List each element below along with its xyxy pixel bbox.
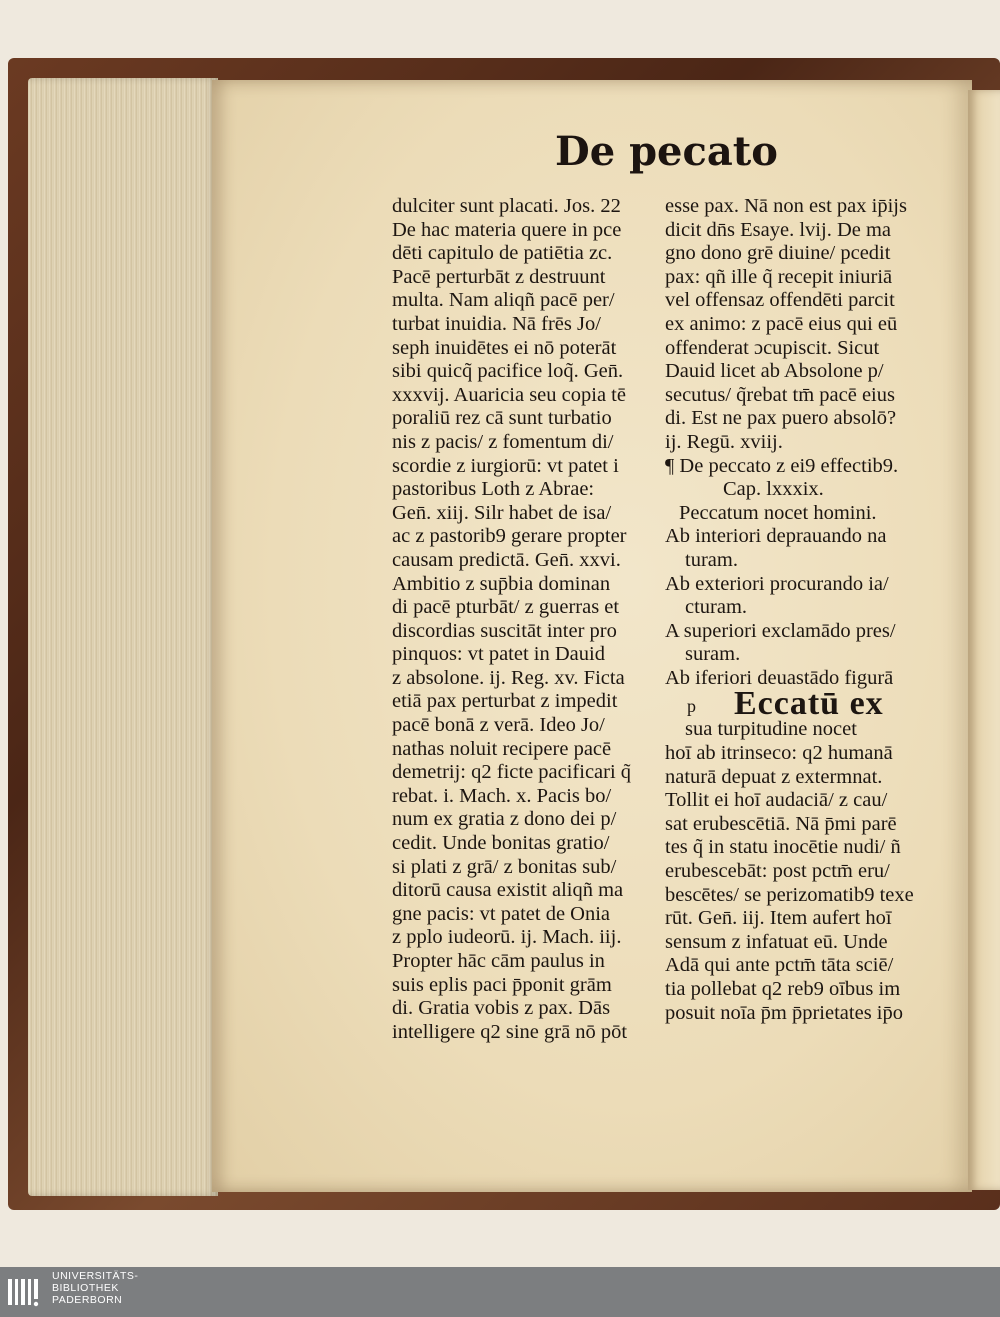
chapter-heading: ¶ De peccato z ei9 effectib9. [665,454,899,477]
text-line: ac z pastorib9 gerare propter [392,525,627,548]
summary-line: Ab exteriori procurando ia/ [665,572,889,595]
text-line: poraliū rez cā sunt turbatio [392,407,612,430]
right-column [665,195,930,1025]
library-footer [0,1267,1000,1317]
text-line: multa. Nam aliqñ pacē per/ [392,289,615,312]
text-line: Gen̄. xiij. Silr habet de isa/ [392,501,612,524]
initial-word: Eccatū ex [734,685,884,723]
text-line: naturā depuat z extermnat. [665,765,883,788]
text-line: rūt. Gen̄. iij. Item aufert hoī [665,907,892,930]
library-logo-icon [8,1275,44,1309]
text-line: pax: qñ ille q̃ recepit iniuriā [665,265,893,288]
text-line: Pacē perturbāt z destruunt [392,265,606,288]
text-line: sensum z infatuat eū. Unde [665,930,888,953]
text-line: rebat. i. Mach. x. Pacis bo/ [392,784,612,807]
text-line: z absolone. ij. Reg. xv. Ficta [392,666,625,689]
left-column [392,195,660,1044]
text-line: di. Gratia vobis z pax. Dās [392,997,611,1020]
text-line: dulciter sunt placati. Jos. 22 [392,195,621,217]
summary-line: turam. [685,548,738,571]
text-line: nathas noluit recipere pacē [392,737,612,760]
summary-line: Ab interiori deprauando na [665,525,887,548]
initial-line [665,685,930,723]
text-line: Tollit ei hoī audaciā/ z cau/ [665,789,888,812]
text-line: offenderat ɔcupiscit. Sicut [665,336,880,359]
text-line: demetrij: q2 ficte pacificari q̃ [392,761,632,784]
text-line: scordie z iurgiorū: vt patet i [392,454,619,477]
running-header: De pecato [555,128,778,175]
text-line: Propter hāc cām paulus in [392,950,605,972]
text-line: erubescebāt: post pctm̄ eru/ [665,860,890,883]
text-line: num ex gratia z dono dei p/ [392,808,617,831]
text-line: pacē bonā z verā. Ideo Jo/ [392,714,605,737]
text-line: gno dono grē diuine/ pcedit [665,242,891,265]
text-line: nis z pacis/ z fomentum di/ [392,430,614,453]
summary-line: cturam. [685,596,748,619]
text-line: gne pacis: vt patet de Onia [392,902,611,925]
text-line: Dauid licet ab Absolone p/ [665,360,884,383]
text-line: De hac materia quere in pce [392,218,622,241]
text-line: di. Est ne pax puero absolō? [665,407,897,430]
text-line: xxxvij. Auaricia seu copia tē [392,383,626,406]
text-line: vel offensaz offendēti parcit [665,289,895,312]
summary-line: Peccatum nocet homini. [679,501,877,524]
text-line: etiā pax perturbat z impedit [392,690,618,713]
text-line: cedit. Unde bonitas gratio/ [392,832,610,855]
text-line: posuit noīa p̄m p̄prietates ip̄o [665,1001,903,1024]
text-line: turbat inuidia. Nā frēs Jo/ [392,312,601,335]
text-line: sat erubescētiā. Nā p̄mi parē [665,812,897,835]
guide-letter: p [687,696,696,717]
text-line: secutus/ q̃rebat tm̄ pacē eius [665,383,895,406]
text-line: dēti capitulo de patiētia zc. [392,242,613,265]
text-line: pastoribus Loth z Abrae: [392,478,595,501]
text-line: hoī ab itrinseco: q2 humanā [665,742,893,765]
summary-line: Ab iferiori deuastādo figurā [665,666,894,689]
text-line: z pplo iudeorū. ij. Mach. iij. [392,926,622,949]
text-line: sua turpitudine nocet [685,718,857,741]
chapter-number: Cap. lxxxix. [723,478,824,501]
text-line: tia pollebat q2 reb9 oībus im [665,978,901,1000]
facing-page-edge [968,90,1000,1190]
text-line: si plati z grā/ z bonitas sub/ [392,855,617,878]
text-line: tes q̃ in statu inocētie nudi/ ñ [665,836,901,859]
text-line: ex animo: z pacē eius qui eū [665,312,898,335]
text-line: bescētes/ se perizomatib9 texe [665,883,914,906]
text-line: ditorū causa existit aliqñ ma [392,879,624,902]
page-edges [28,78,218,1196]
text-line: sibi quicq̃ pacifice loq̃. Gen̄. [392,360,624,383]
summary-line: A superiori exclamādo pres/ [665,619,896,642]
summary-line: suram. [685,643,741,666]
text-line: ij. Regū. xviij. [665,430,783,453]
text-line: Ambitio z sup̄bia dominan [392,572,611,595]
text-line: suis eplis paci p̄ponit grām [392,973,612,996]
text-line: seph inuidētes ei nō poterāt [392,336,617,359]
text-line: esse pax. Nā non est pax ip̄ijs [665,195,907,217]
text-line: intelligere q2 sine grā nō pōt [392,1020,628,1043]
text-line: di pacē pturbāt/ z guerras et [392,596,620,619]
library-name: UNIVERSITÄTS- BIBLIOTHEK PADERBORN [52,1270,139,1306]
text-line: discordias suscitāt inter pro [392,619,617,642]
text-line: Adā qui ante pctm̄ tāta sciē/ [665,954,894,977]
text-line: dicit dn̄s Esaye. lvij. De ma [665,218,892,241]
text-line: pinquos: vt patet in Dauid [392,643,605,666]
text-line: causam predictā. Gen̄. xxvi. [392,548,621,571]
